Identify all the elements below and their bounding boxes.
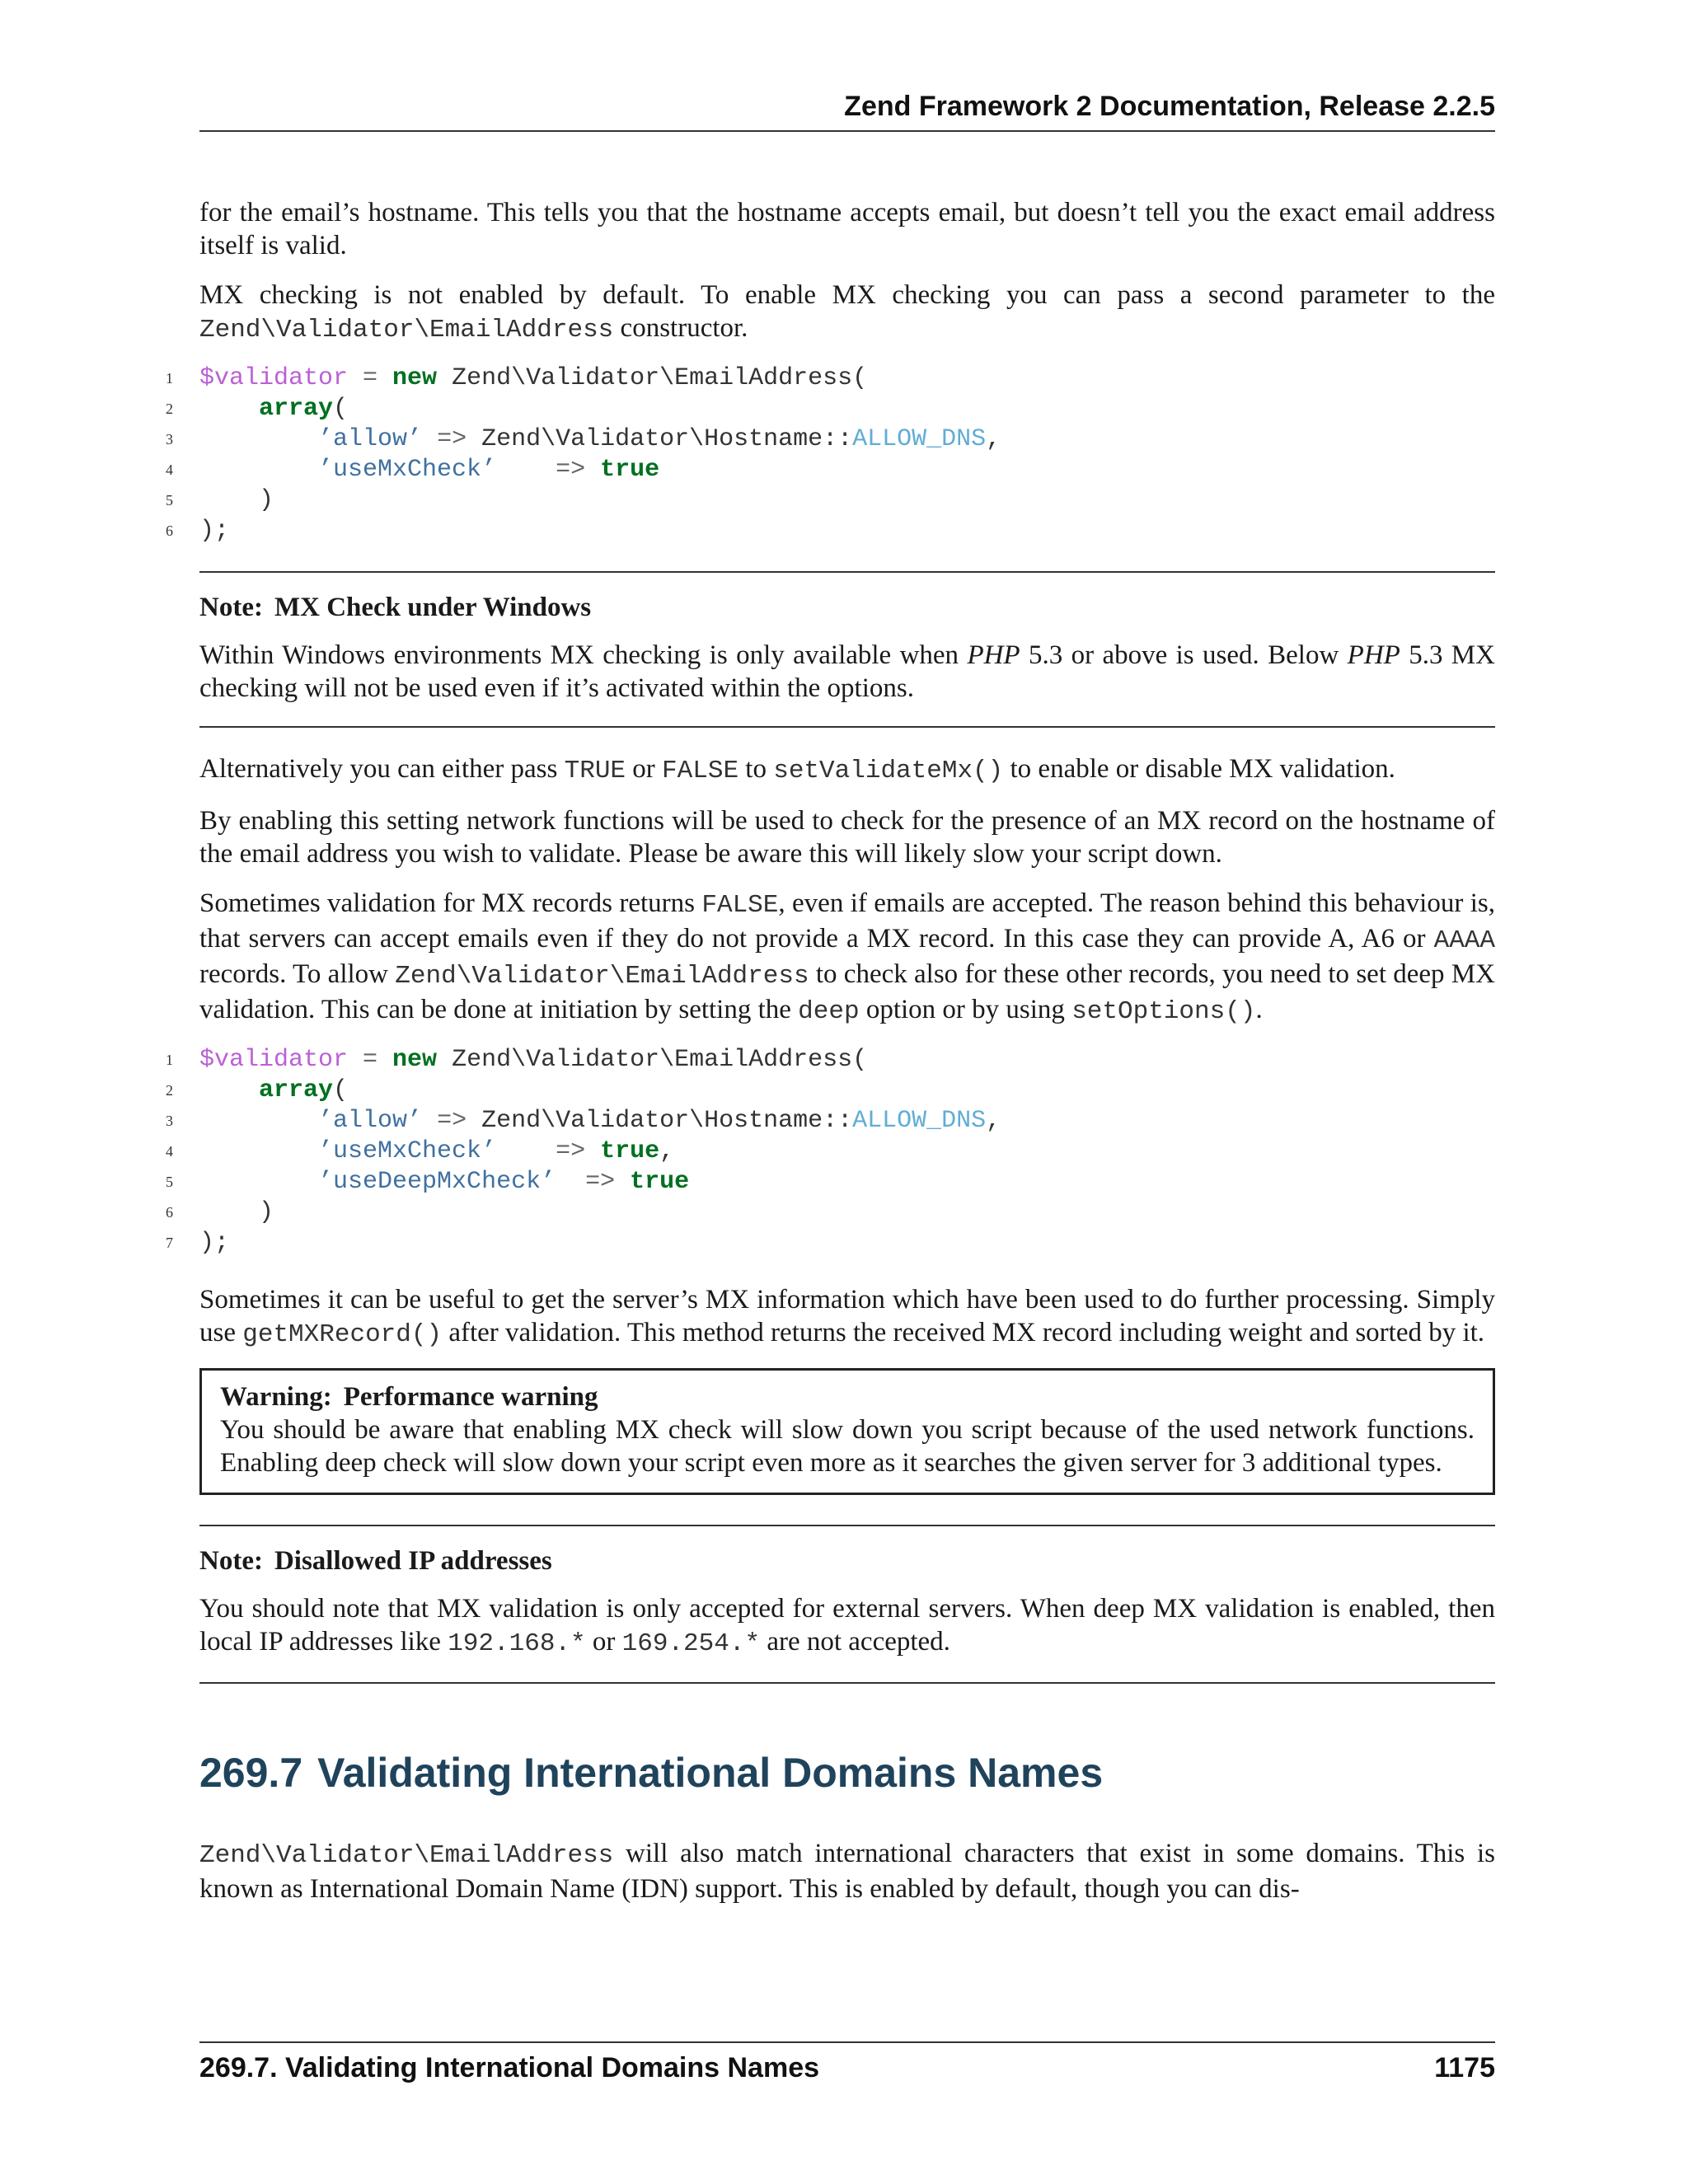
code-token <box>199 1076 259 1104</box>
code-token: ); <box>199 517 230 545</box>
code-line <box>166 424 1495 455</box>
note-title: Note: Disallowed IP addresses <box>199 1546 552 1576</box>
code-line <box>166 363 1495 394</box>
document-page <box>166 0 1496 2184</box>
footer-section-title: 269.7. Validating International Domains Names <box>199 2052 820 2083</box>
code-token: true <box>630 1168 690 1196</box>
code-line <box>166 1197 1495 1228</box>
code-line <box>166 1076 1495 1106</box>
code-line <box>166 455 1495 485</box>
paragraph-mx-default: MX checking is not enabled by default. To enable MX checking you can pass a second parameter to the Zend\Validator\EmailAddress constructor. <box>199 280 1495 344</box>
note-body: Within Windows environments MX checking is only available when PHP 5.3 or above is used. Below PHP 5.3 MX checking will not be used even if it’s activated within the options. <box>199 640 1495 703</box>
code-token: ( <box>333 395 349 423</box>
code-token: ’useMxCheck’ <box>318 456 497 484</box>
paragraph-get-mx-record: Sometimes it can be useful to get the server’s MX information which have been used to do further processing. Simply use getMXRecord() after validation. This method returns the received MX record including weight and sorted by it. <box>199 1285 1495 1349</box>
line-number: 4 <box>166 462 173 478</box>
code-token: = <box>348 364 393 392</box>
line-number: 1 <box>166 370 173 387</box>
header-rule <box>199 130 1495 132</box>
code-token: Zend\Validator\Hostname:: <box>481 1107 853 1135</box>
code-token: ( <box>333 1076 349 1104</box>
code-token: => <box>496 1137 601 1165</box>
paragraph-hostname: for the email’s hostname. This tells you that the hostname accepts email, but doesn’t tell you the exact email address itself is valid. <box>199 198 1495 260</box>
page-number: 1175 <box>1434 2052 1495 2083</box>
running-header: Zend Framework 2 Documentation, Release 2.2.5 <box>844 91 1495 122</box>
code-block-deep-mx <box>166 1045 1495 1258</box>
code-line <box>166 1045 1495 1076</box>
code-token: , <box>986 1107 1001 1135</box>
line-number: 3 <box>166 1113 173 1129</box>
code-line <box>166 1228 1495 1258</box>
code-token: Zend\Validator\Hostname:: <box>481 425 853 453</box>
code-token: ) <box>199 1198 274 1226</box>
paragraph-idn: Zend\Validator\EmailAddress will also match international characters that exist in some domains. This is known as International Domain Name (IDN) support. This is enabled by default, though you can dis- <box>199 1839 1495 1904</box>
code-token: ALLOW_DNS <box>852 1107 987 1135</box>
line-number: 7 <box>166 1235 173 1251</box>
code-token <box>199 1137 318 1165</box>
code-token: Zend\Validator\EmailAddress( <box>437 364 868 392</box>
warning-performance <box>199 1368 1495 1495</box>
line-number: 1 <box>166 1052 173 1068</box>
note-mx-windows <box>199 571 1495 728</box>
code-token: => <box>422 425 482 453</box>
code-token: array <box>259 1076 334 1104</box>
code-line <box>166 394 1495 424</box>
code-token: = <box>348 1046 393 1074</box>
code-token: , <box>659 1137 675 1165</box>
code-line <box>166 1137 1495 1167</box>
note-disallowed-ip <box>199 1525 1495 1684</box>
code-token: new <box>392 1046 438 1074</box>
code-line <box>166 1106 1495 1137</box>
code-token: $validator <box>199 364 349 392</box>
code-token: true <box>600 1137 660 1165</box>
line-number: 6 <box>166 1204 173 1221</box>
code-block-mx-check <box>166 363 1495 546</box>
code-token: true <box>600 456 660 484</box>
page-content <box>166 196 1496 1922</box>
code-token <box>199 1107 318 1135</box>
line-number: 3 <box>166 431 173 448</box>
code-token: ’allow’ <box>318 425 423 453</box>
paragraph-set-validate-mx: Alternatively you can either pass TRUE or FALSE to setValidateMx() to enable or disable MX validation. <box>199 754 1395 785</box>
code-token <box>199 1168 318 1196</box>
code-line <box>166 1167 1495 1197</box>
code-token <box>199 395 259 423</box>
code-token: ’allow’ <box>318 1107 423 1135</box>
code-token: => <box>496 456 601 484</box>
line-number: 5 <box>166 492 173 509</box>
inline-code: Zend\Validator\EmailAddress <box>199 316 614 344</box>
code-token: => <box>422 1107 482 1135</box>
code-token: ’useDeepMxCheck’ <box>318 1168 556 1196</box>
line-number: 2 <box>166 401 173 417</box>
warning-body: You should be aware that enabling MX check will slow down you script because of the used network functions. Enabling deep check will slow down your script even more as it searches the given server for 3 additional types. <box>220 1415 1475 1478</box>
line-number: 5 <box>166 1174 173 1190</box>
warning-title: Warning: Performance warning <box>220 1382 598 1412</box>
code-token: ’useMxCheck’ <box>318 1137 497 1165</box>
code-line <box>166 516 1495 546</box>
line-number: 2 <box>166 1082 173 1099</box>
code-token <box>199 456 318 484</box>
line-number: 6 <box>166 523 173 539</box>
note-body: You should note that MX validation is only accepted for external servers. When deep MX validation is enabled, then local IP addresses like 192.168.* or 169.254.* are not accepted. <box>199 1594 1495 1658</box>
code-token: Zend\Validator\EmailAddress( <box>437 1046 868 1074</box>
code-token <box>199 425 318 453</box>
note-title: Note: MX Check under Windows <box>199 593 592 622</box>
code-token: new <box>392 364 438 392</box>
section-heading: 269.7 Validating International Domains Names <box>199 1750 1104 1796</box>
code-line <box>166 485 1495 516</box>
code-token: , <box>986 425 1001 453</box>
paragraph-deep-mx: Sometimes validation for MX records returns FALSE, even if emails are accepted. The reason behind this behaviour is, that servers can accept emails even if they do not provide a MX record. In this case they can provide A, A6 or AAAA records. To allow Zend\Validator\EmailAddress to check also for these other records, you need to set deep MX validation. This can be done at initiation by setting the deep option or by using setOptions(). <box>199 888 1496 1026</box>
footer-rule <box>199 2041 1495 2043</box>
code-token: ) <box>199 486 274 514</box>
code-token: ALLOW_DNS <box>852 425 987 453</box>
line-number: 4 <box>166 1143 173 1160</box>
paragraph-network-functions: By enabling this setting network functions will be used to check for the presence of an MX record on the hostname of the email address you wish to validate. Please be aware this will likely slow your script down. <box>199 806 1495 869</box>
code-token: $validator <box>199 1046 349 1074</box>
code-token: => <box>556 1168 631 1196</box>
code-token: array <box>259 395 334 423</box>
code-token: ); <box>199 1229 230 1257</box>
